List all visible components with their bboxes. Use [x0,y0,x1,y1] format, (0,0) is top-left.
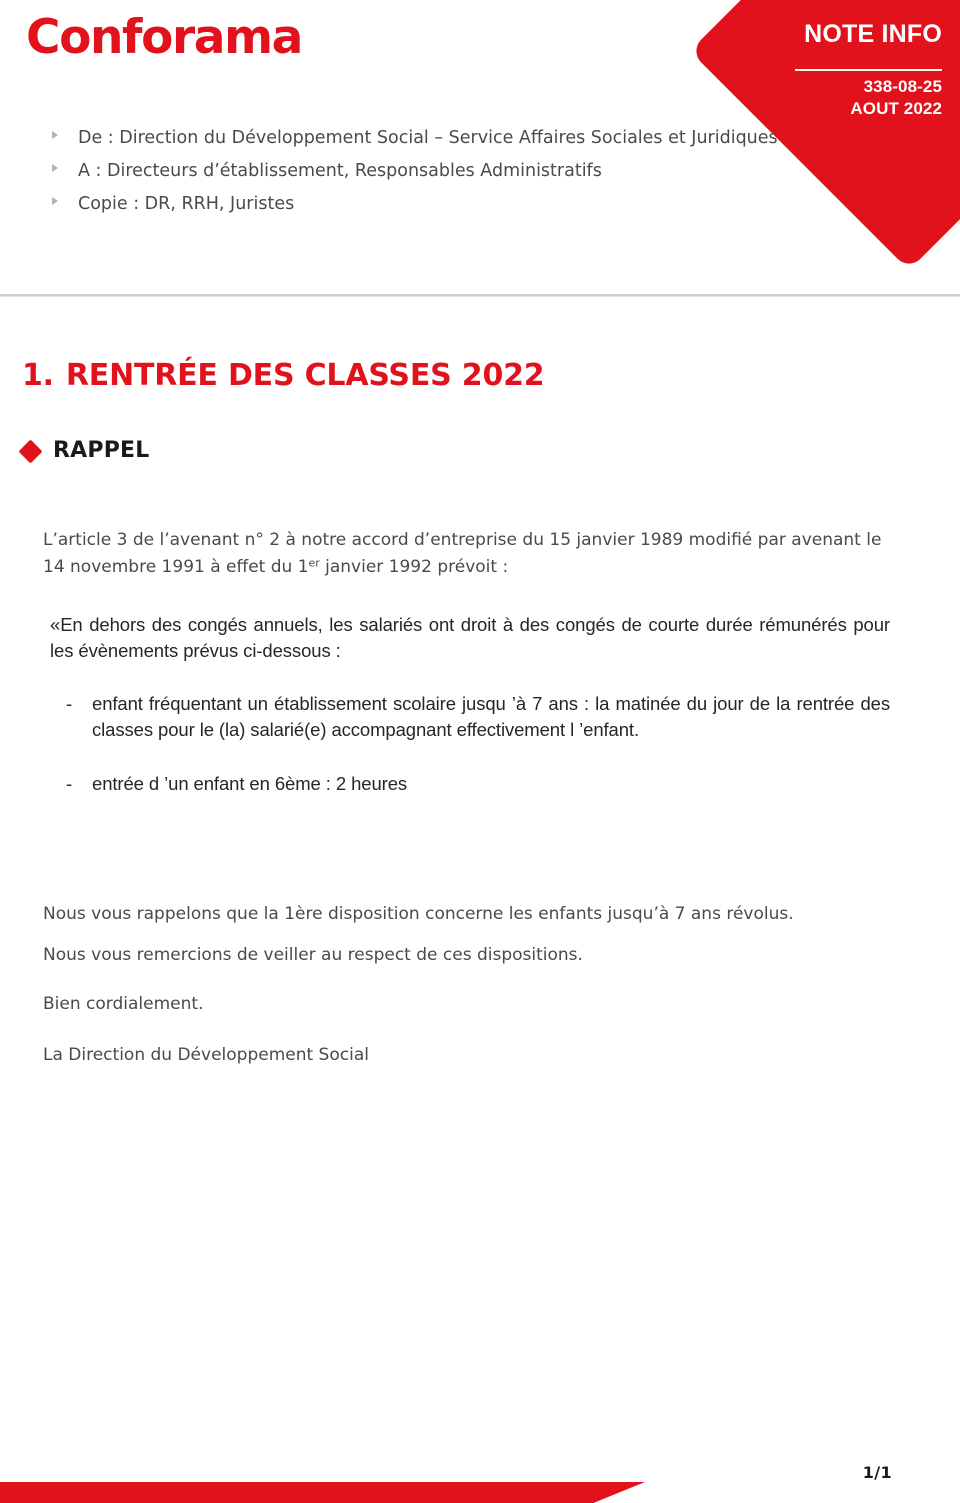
section-number: 1. [22,358,54,393]
rappel-heading [22,440,149,462]
page-title [22,358,544,393]
conforama-logo: Conforama [26,10,302,65]
scanned-quote-dash: - [66,692,73,714]
recipient-to-text: A : Directeurs d’établissement, Responsables Administratifs [78,161,602,181]
scanned-quote-item-text: entrée d ’un enfant en 6ème : 2 heures [92,773,408,795]
recipient-list [52,128,778,227]
note-info-date: AOUT 2022 [850,99,942,118]
scanned-quote-item [50,771,912,797]
page-number: 1/1 [862,1463,892,1482]
scanned-quote-dash: - [66,773,73,795]
intro-paragraph-superscript: er [308,556,320,570]
document-footer [0,1443,960,1503]
header-divider [0,294,960,297]
triangle-right-icon [52,164,58,172]
triangle-right-icon [52,197,58,205]
signature-line: La Direction du Développement Social [43,1045,369,1065]
recipient-row-to [52,161,778,194]
note-info-reference: 338-08-25 [863,77,942,96]
scanned-quote-item [50,691,912,744]
intro-paragraph-part1: L’article 3 de l’avenant n° 2 à notre accord d’entreprise du 15 janvier 1989 modifié par avenant le 14 novembre 1991 à effet du 1 [43,530,882,577]
recipient-from-text: De : Direction du Développement Social – Service Affaires Sociales et Juridiques [78,128,778,148]
scanned-quote-lead: «En dehors des congés annuels, les salariés ont droit à des congés de courte durée rémunérés pour les évènements prévus ci-dessous : [50,614,890,662]
recipient-row-from [52,128,778,161]
closing-paragraph-3: Bien cordialement. [43,994,204,1014]
intro-paragraph-part2: janvier 1992 prévoit : [319,556,509,577]
note-info-title: NOTE INFO [804,20,942,48]
intro-paragraph [43,527,903,581]
closing-paragraph-1: Nous vous rappelons que la 1ère disposition concerne les enfants jusqu’à 7 ans révolus. [43,904,794,924]
diamond-icon [18,439,42,463]
rappel-label: RAPPEL [53,438,150,463]
scanned-quote-item-text: enfant fréquentant un établissement scolaire jusqu ’à 7 ans : la matinée du jour de la rentrée des classes pour le (la) salarié(e) accompagnant effectivement l ’enfant. [92,692,890,740]
scanned-quote-block [50,612,912,825]
recipient-row-copy [52,194,778,227]
document-header [0,0,960,296]
footer-red-bar [0,1482,645,1503]
recipient-copy-text: Copie : DR, RRH, Juristes [78,194,295,214]
triangle-right-icon [52,131,58,139]
section-title-text: RENTRÉE DES CLASSES 2022 [65,358,545,393]
closing-paragraph-2: Nous vous remercions de veiller au respect de ces dispositions. [43,945,583,965]
